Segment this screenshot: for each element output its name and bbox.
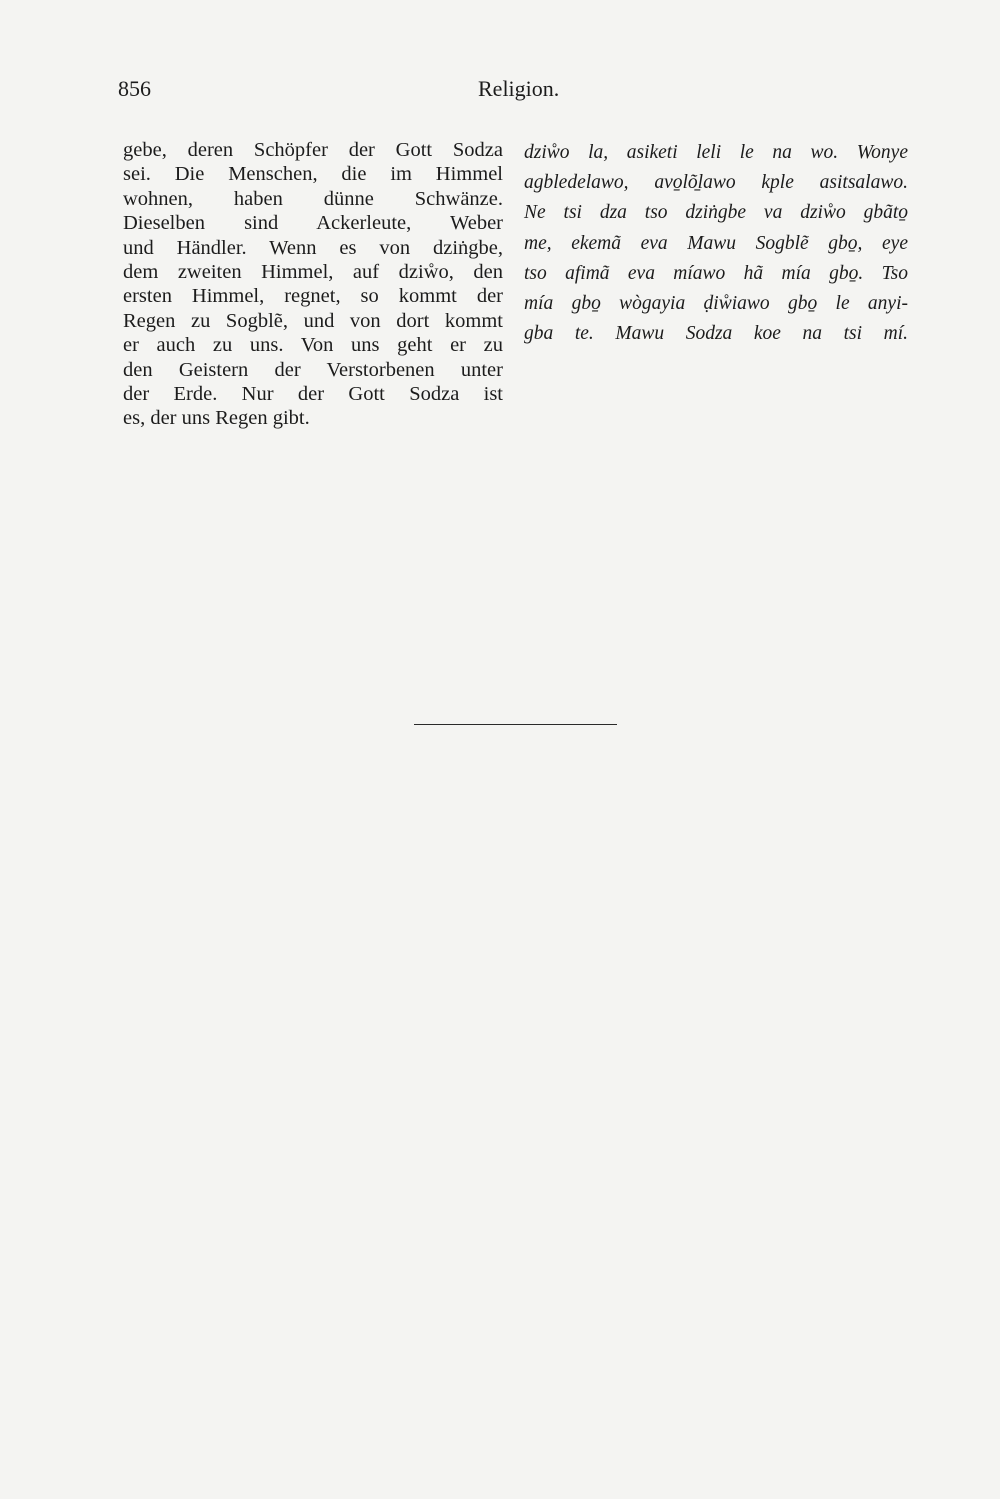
text-line: agbledelawo, avo̱lõ̱lawo kple asitsalawo. — [524, 172, 908, 194]
text-line: Ne tsi dza tso dziṅgbe va dziẘo gbãto̱ — [524, 202, 908, 224]
ewe-text-column — [524, 138, 908, 349]
text-line: er auch zu uns. Von uns geht er zu — [123, 334, 503, 357]
text-line: me, ekemã eva Mawu Sogblẽ gbo̱, eye — [524, 232, 908, 254]
text-line: Dieselben sind Ackerleute, Weber — [123, 212, 503, 235]
text-line: wohnen, haben dünne Schwänze. — [123, 187, 503, 210]
text-line: gba te. Mawu Sodza koe na tsi mí. — [524, 323, 908, 345]
text-line: der Erde. Nur der Gott Sodza ist — [123, 383, 503, 406]
text-line: dziẘo la, asiketi leli le na wo. Wonye — [524, 142, 908, 163]
text-line: sei. Die Menschen, die im Himmel — [123, 163, 503, 186]
section-divider-rule — [414, 724, 617, 725]
text-line: und Händler. Wenn es von dziṅgbe, — [123, 236, 503, 259]
text-line: ersten Himmel, regnet, so kommt der — [123, 285, 503, 308]
text-line: Regen zu Sogblẽ, und von dort kommt — [123, 309, 503, 332]
text-line: gebe, deren Schöpfer der Gott Sodza — [123, 139, 503, 161]
page-number: 856 — [118, 76, 151, 101]
text-line: dem zweiten Himmel, auf dziẘo, den — [123, 261, 503, 284]
text-line: tso afimã eva míawo hã mía gbo̱. Tso — [524, 262, 908, 284]
text-line: den Geistern der Verstorbenen unter — [123, 358, 503, 381]
running-title: Religion. — [478, 76, 560, 101]
text-line: mía gbo̱ wògayia ḍiẘiawo gbo̱ le anyi- — [524, 293, 908, 315]
text-line: es, der uns Regen gibt. — [123, 407, 310, 430]
page-header — [118, 76, 908, 106]
german-text-column — [123, 138, 503, 431]
